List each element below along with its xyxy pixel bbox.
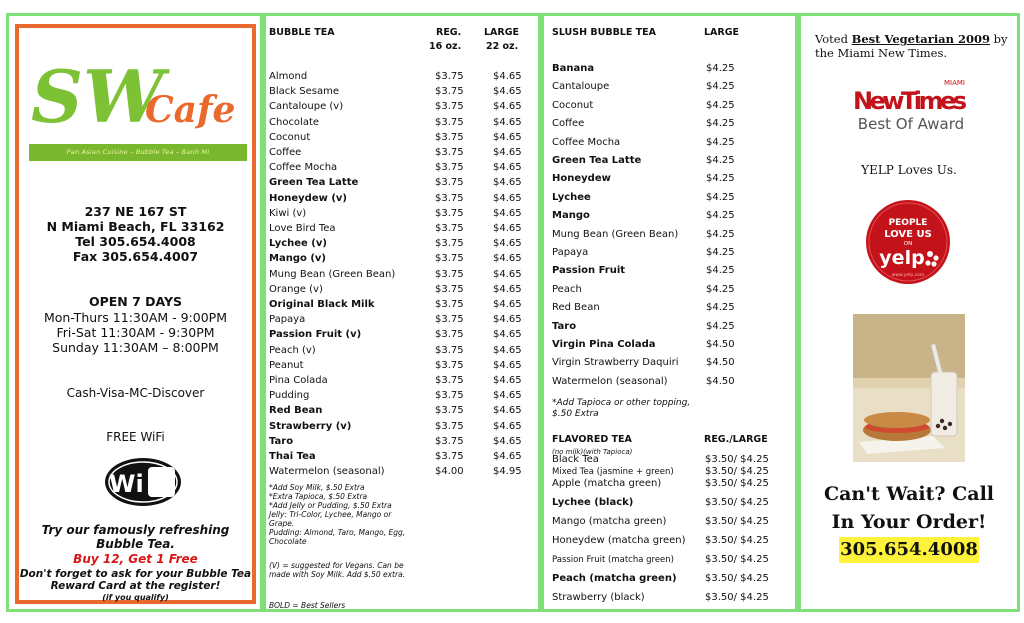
price-large: $4.65 bbox=[493, 314, 522, 326]
price-large: $4.65 bbox=[493, 359, 522, 371]
item-name: Mung Bean (Green Bean) bbox=[269, 268, 396, 280]
item-name: Almond bbox=[269, 71, 308, 82]
price-reg: $3.75 bbox=[435, 207, 464, 219]
price-reg: $3.75 bbox=[435, 435, 464, 447]
flavored-row bbox=[552, 534, 792, 548]
bubble-tea-row bbox=[269, 298, 537, 312]
bubble-tea-row bbox=[269, 192, 537, 206]
nt-name: NewTimes bbox=[853, 87, 967, 115]
bubble-tea-row bbox=[269, 435, 537, 449]
item-name: Black Sesame bbox=[269, 86, 339, 98]
bubble-tea-panel bbox=[263, 13, 541, 612]
price-reg: $3.75 bbox=[435, 314, 464, 326]
item-name: Mixed Tea (jasmine + green) bbox=[552, 467, 674, 477]
item-name: Mango (matcha green) bbox=[552, 516, 667, 527]
reg-col-header: REG. bbox=[436, 27, 462, 38]
item-name: Green Tea Latte bbox=[269, 177, 359, 189]
price-large: $4.65 bbox=[493, 223, 522, 234]
item-name: Black Tea bbox=[552, 454, 599, 465]
price-reg-large: $3.50/ $4.25 bbox=[705, 454, 769, 465]
item-name: Watermelon (seasonal) bbox=[269, 466, 385, 478]
item-name: Watermelon (seasonal) bbox=[552, 375, 668, 387]
slush-row bbox=[552, 246, 792, 260]
yelp-text: YELP Loves Us. bbox=[861, 163, 957, 177]
price-large: $4.25 bbox=[706, 191, 735, 203]
cta-line2: In Your Order! bbox=[831, 511, 987, 533]
hours-line: Sunday 11:30AM – 8:00PM bbox=[52, 340, 219, 355]
new-times-logo bbox=[851, 76, 971, 136]
item-name: Peach (v) bbox=[269, 344, 316, 356]
bubble-tea-row bbox=[269, 116, 537, 130]
slush-row bbox=[552, 375, 792, 389]
slush-flavored-panel bbox=[541, 13, 798, 612]
promo-qualify-note: (if you qualify) bbox=[102, 593, 169, 602]
flavored-row bbox=[552, 515, 792, 529]
cta-line1: Can't Wait? Call bbox=[823, 483, 995, 505]
bubble-tea-row bbox=[269, 70, 537, 84]
bubble-tea-row bbox=[269, 420, 537, 434]
flavored-row bbox=[552, 572, 792, 586]
bubble-tea-row bbox=[269, 100, 537, 114]
price-reg-large: $3.50/ $4.25 bbox=[705, 554, 769, 565]
slush-large-header: LARGE bbox=[704, 27, 740, 38]
slush-row bbox=[552, 62, 792, 76]
large-col-size: 22 oz. bbox=[486, 41, 519, 52]
price-large: $4.65 bbox=[493, 238, 522, 250]
item-name: Papaya bbox=[552, 247, 589, 258]
slush-row bbox=[552, 80, 792, 94]
bubble-tea-row bbox=[269, 450, 537, 464]
bubble-tea-title: BUBBLE TEA bbox=[269, 27, 335, 38]
price-large: $4.25 bbox=[706, 173, 735, 185]
slush-row bbox=[552, 191, 792, 205]
bold-note: BOLD = Best Sellers bbox=[269, 601, 346, 610]
item-name: Coffee bbox=[269, 147, 302, 158]
yelp-logo-text: yelp bbox=[879, 247, 925, 269]
flavored-row bbox=[552, 477, 792, 491]
item-name: Cantaloupe bbox=[552, 81, 610, 93]
bubble-tea-row bbox=[269, 268, 537, 282]
price-large: $4.65 bbox=[493, 299, 522, 310]
price-reg: $3.75 bbox=[435, 177, 464, 189]
item-name: Cantaloupe (v) bbox=[269, 101, 344, 113]
price-large: $4.50 bbox=[706, 339, 735, 350]
item-name: Kiwi (v) bbox=[269, 207, 307, 219]
item-name: Passion Fruit (matcha green) bbox=[552, 555, 674, 565]
wifi-logo-text: Wi Fi bbox=[109, 470, 177, 498]
slush-row bbox=[552, 264, 792, 278]
item-name: Mango bbox=[552, 210, 590, 222]
price-large: $4.65 bbox=[493, 283, 522, 295]
bubble-tea-row bbox=[269, 207, 537, 221]
hours-line: Mon-Thurs 11:30AM - 9:00PM bbox=[43, 310, 228, 325]
flavored-row bbox=[552, 591, 792, 605]
logo-cafe-text: Cafe bbox=[145, 89, 236, 131]
wifi-icon bbox=[103, 454, 183, 508]
item-name: Pudding bbox=[269, 390, 310, 402]
bubble-tea-row bbox=[269, 374, 537, 388]
bubble-tea-row bbox=[269, 222, 537, 236]
price-large: $4.25 bbox=[706, 210, 735, 222]
item-name: Virgin Strawberry Daquiri bbox=[552, 357, 679, 369]
street: 237 NE 167 ST bbox=[84, 204, 187, 219]
item-name: Mung Bean (Green Bean) bbox=[552, 228, 679, 240]
price-large: $4.65 bbox=[493, 162, 522, 174]
slush-note: *Add Tapioca or other topping, $.50 Extra bbox=[552, 398, 691, 419]
price-large: $4.25 bbox=[706, 155, 735, 166]
slush-title: SLUSH BUBBLE TEA bbox=[552, 27, 656, 38]
price-large: $4.25 bbox=[706, 265, 735, 277]
price-reg-large: $3.50/ $4.25 bbox=[705, 592, 769, 603]
promo-reward-note: Don't forget to ask for your Bubble Tea Reward Card at the register! bbox=[19, 568, 252, 592]
banh-mi-photo bbox=[853, 314, 965, 462]
price-large: $4.50 bbox=[706, 357, 735, 369]
item-name: Peach (matcha green) bbox=[552, 573, 677, 584]
item-name: Green Tea Latte bbox=[552, 155, 642, 166]
promo-offer: Buy 12, Get 1 Free bbox=[73, 552, 198, 566]
price-reg: $3.75 bbox=[435, 375, 464, 386]
price-reg: $3.75 bbox=[435, 420, 464, 432]
bubble-tea-row bbox=[269, 283, 537, 297]
item-name: Chocolate bbox=[269, 116, 320, 128]
yelp-url: www.yelp.com bbox=[891, 273, 925, 278]
price-reg: $3.75 bbox=[435, 253, 464, 265]
phone-tel: Tel 305.654.4008 bbox=[75, 234, 196, 249]
price-reg: $3.75 bbox=[435, 147, 464, 158]
price-large: $4.65 bbox=[493, 390, 522, 402]
price-reg: $4.00 bbox=[435, 466, 464, 478]
item-name: Original Black Milk bbox=[269, 299, 375, 310]
price-reg: $3.75 bbox=[435, 86, 464, 98]
price-large: $4.25 bbox=[706, 136, 735, 148]
wifi-label: FREE WiFi bbox=[106, 430, 165, 444]
voted-award-name: Best Vegetarian 2009 bbox=[851, 32, 991, 46]
price-reg: $3.75 bbox=[435, 268, 464, 280]
bubble-tea-row bbox=[269, 465, 537, 479]
bubble-tea-row bbox=[269, 85, 537, 99]
bubble-tea-row bbox=[269, 389, 537, 403]
nt-award: Best Of Award bbox=[857, 115, 965, 133]
price-large: $4.65 bbox=[493, 116, 522, 128]
bubble-tea-row bbox=[269, 176, 537, 190]
item-name: Peanut bbox=[269, 359, 304, 371]
price-large: $4.65 bbox=[493, 435, 522, 447]
price-reg: $3.75 bbox=[435, 192, 464, 204]
price-large: $4.25 bbox=[706, 81, 735, 93]
price-reg-large: $3.50/ $4.25 bbox=[705, 478, 769, 489]
info-panel bbox=[6, 13, 263, 612]
nt-city: MIAMI bbox=[944, 79, 965, 87]
price-large: $4.25 bbox=[706, 99, 735, 111]
yelp-line2: LOVE US bbox=[884, 229, 932, 240]
order-phone-number: 305.654.4008 bbox=[839, 537, 979, 563]
flavored-title: FLAVORED TEA bbox=[552, 434, 632, 445]
item-name: Love Bird Tea bbox=[269, 223, 336, 234]
slush-row bbox=[552, 338, 792, 352]
price-reg: $3.75 bbox=[435, 238, 464, 250]
flavored-row bbox=[552, 553, 792, 567]
item-name: Coffee bbox=[552, 118, 585, 130]
price-reg: $3.75 bbox=[435, 390, 464, 402]
bubble-tea-row bbox=[269, 359, 537, 373]
price-large: $4.50 bbox=[706, 375, 735, 387]
price-large: $4.25 bbox=[706, 302, 735, 314]
price-reg-large: $3.50/ $4.25 bbox=[705, 573, 769, 584]
price-large: $4.65 bbox=[493, 329, 522, 341]
bubble-tea-row bbox=[269, 237, 537, 251]
flavored-col-header: REG./LARGE bbox=[704, 434, 768, 445]
promo-line: Try our famously refreshing Bubble Tea. bbox=[41, 523, 230, 551]
call-to-action bbox=[801, 480, 1017, 536]
price-reg: $3.75 bbox=[435, 71, 464, 82]
voted-pre: Voted bbox=[815, 32, 848, 46]
voted-post: by the Miami New Times. bbox=[815, 32, 1008, 60]
hours-line: Fri-Sat 11:30AM - 9:30PM bbox=[56, 325, 215, 340]
yelp-on: ON bbox=[903, 241, 913, 247]
price-large: $4.65 bbox=[493, 420, 522, 432]
price-reg: $3.75 bbox=[435, 299, 464, 310]
slush-row bbox=[552, 301, 792, 315]
price-large: $4.25 bbox=[706, 228, 735, 240]
price-large: $4.65 bbox=[493, 405, 522, 417]
city: N Miami Beach, FL 33162 bbox=[46, 219, 225, 234]
slush-row bbox=[552, 283, 792, 297]
item-name: Banana bbox=[552, 63, 595, 74]
item-name: Virgin Pina Colada bbox=[552, 339, 656, 350]
price-large: $4.65 bbox=[493, 451, 522, 462]
item-name: Lychee (v) bbox=[269, 238, 327, 250]
item-name: Passion Fruit bbox=[552, 265, 626, 277]
item-name: Peach bbox=[552, 283, 582, 295]
hours-title: OPEN 7 DAYS bbox=[88, 294, 183, 309]
price-large: $4.65 bbox=[493, 147, 522, 158]
price-large: $4.65 bbox=[493, 344, 522, 356]
item-name: Mango (v) bbox=[269, 253, 326, 265]
price-reg-large: $3.50/ $4.25 bbox=[705, 497, 769, 508]
price-large: $4.95 bbox=[493, 466, 522, 478]
bubble-tea-extras: *Add Soy Milk, $.50 Extra *Extra Tapioca, $.50 Extra *Add Jelly or Pudding, $.50 Extra Jelly: Tri-Color, Lychee, Mango or Grape. Pudding: Almond, Taro, Mango, Egg, Chocolate bbox=[269, 483, 406, 546]
price-large: $4.25 bbox=[706, 283, 735, 295]
bubble-tea-row bbox=[269, 344, 537, 358]
price-reg-large: $3.50/ $4.25 bbox=[705, 516, 769, 527]
item-name: Lychee bbox=[552, 191, 591, 203]
item-name: Papaya bbox=[269, 314, 306, 326]
flavored-title-note: (no milk)(with Tapioca) bbox=[552, 448, 633, 456]
price-large: $4.25 bbox=[706, 63, 735, 74]
price-large: $4.25 bbox=[706, 247, 735, 258]
reg-col-size: 16 oz. bbox=[429, 41, 462, 52]
item-name: Coconut bbox=[269, 131, 311, 143]
item-name: Passion Fruit (v) bbox=[269, 329, 362, 341]
price-large: $4.65 bbox=[493, 253, 522, 265]
price-reg: $3.75 bbox=[435, 329, 464, 341]
info-panel-frame bbox=[15, 24, 256, 604]
bubble-tea-row bbox=[269, 404, 537, 418]
reviews-panel bbox=[798, 13, 1020, 612]
vegan-note: (V) = suggested for Vegans. Can be made with Soy Milk. Add $.50 extra. bbox=[269, 561, 406, 579]
address-block bbox=[19, 204, 252, 264]
item-name: Thai Tea bbox=[269, 451, 316, 462]
bubble-tea-row bbox=[269, 131, 537, 145]
logo-tagline: Pan Asian Cuisine – Bubble Tea – Banh Mi bbox=[29, 144, 247, 161]
large-col-header: LARGE bbox=[484, 27, 520, 38]
price-reg: $3.75 bbox=[435, 451, 464, 462]
price-large: $4.65 bbox=[493, 177, 522, 189]
voted-award bbox=[815, 32, 1010, 60]
item-name: Coffee Mocha bbox=[552, 136, 621, 148]
item-name: Strawberry (black) bbox=[552, 592, 645, 603]
slush-row bbox=[552, 154, 792, 168]
item-name: Taro bbox=[269, 435, 294, 447]
price-reg: $3.75 bbox=[435, 162, 464, 174]
price-reg: $3.75 bbox=[435, 344, 464, 356]
price-reg: $3.75 bbox=[435, 223, 464, 234]
flavored-row bbox=[552, 496, 792, 510]
sw-cafe-logo bbox=[27, 44, 247, 144]
price-large: $4.65 bbox=[493, 131, 522, 143]
yelp-badge bbox=[864, 198, 952, 286]
slush-row bbox=[552, 209, 792, 223]
slush-row bbox=[552, 356, 792, 370]
slush-row bbox=[552, 172, 792, 186]
logo-sw-text: SW bbox=[31, 54, 164, 139]
slush-row bbox=[552, 117, 792, 131]
price-reg-large: $3.50/ $4.25 bbox=[705, 535, 769, 546]
price-reg: $3.75 bbox=[435, 405, 464, 417]
price-large: $4.65 bbox=[493, 101, 522, 113]
price-large: $4.25 bbox=[706, 320, 735, 332]
payment-methods: Cash-Visa-MC-Discover bbox=[66, 386, 205, 400]
slush-row bbox=[552, 228, 792, 242]
price-large: $4.65 bbox=[493, 71, 522, 82]
slush-row bbox=[552, 99, 792, 113]
item-name: Coffee Mocha bbox=[269, 162, 338, 174]
item-name: Apple (matcha green) bbox=[552, 478, 662, 489]
price-reg: $3.75 bbox=[435, 101, 464, 113]
item-name: Red Bean bbox=[552, 302, 600, 314]
item-name: Red Bean bbox=[269, 405, 323, 417]
item-name: Honeydew bbox=[552, 173, 611, 185]
price-large: $4.65 bbox=[493, 268, 522, 280]
slush-row bbox=[552, 320, 792, 334]
slush-row bbox=[552, 136, 792, 150]
price-large: $4.65 bbox=[493, 207, 522, 219]
price-reg: $3.75 bbox=[435, 131, 464, 143]
item-name: Coconut bbox=[552, 99, 594, 111]
price-reg: $3.75 bbox=[435, 359, 464, 371]
bubble-tea-row bbox=[269, 328, 537, 342]
bubble-tea-row bbox=[269, 252, 537, 266]
phone-fax: Fax 305.654.4007 bbox=[72, 249, 199, 264]
yelp-line1: PEOPLE bbox=[888, 218, 928, 228]
bubble-tea-row bbox=[269, 146, 537, 160]
item-name: Taro bbox=[552, 320, 577, 332]
item-name: Pina Colada bbox=[269, 375, 328, 386]
hours-list bbox=[19, 310, 252, 355]
price-large: $4.65 bbox=[493, 86, 522, 98]
price-large: $4.25 bbox=[706, 118, 735, 130]
item-name: Lychee (black) bbox=[552, 497, 634, 508]
price-large: $4.65 bbox=[493, 192, 522, 204]
price-reg: $3.75 bbox=[435, 283, 464, 295]
price-reg: $3.75 bbox=[435, 116, 464, 128]
price-reg-large: $3.50/ $4.25 bbox=[705, 466, 769, 477]
item-name: Honeydew (v) bbox=[269, 192, 347, 204]
price-large: $4.65 bbox=[493, 375, 522, 386]
bubble-tea-row bbox=[269, 313, 537, 327]
item-name: Honeydew (matcha green) bbox=[552, 535, 686, 546]
bubble-tea-row bbox=[269, 161, 537, 175]
item-name: Strawberry (v) bbox=[269, 420, 352, 432]
item-name: Orange (v) bbox=[269, 283, 323, 295]
